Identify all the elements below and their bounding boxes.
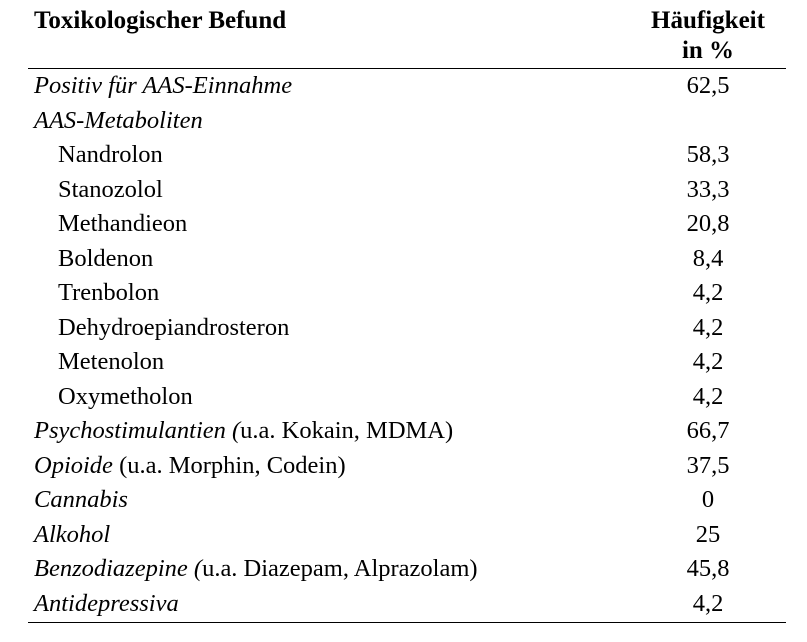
header-finding: Toxikologischer Befund <box>34 7 287 34</box>
row-label <box>58 311 289 346</box>
row-label-plain: Nandrolon <box>58 141 163 168</box>
table-row <box>28 276 786 311</box>
header-frequency-line1: Häufigkeit <box>651 7 765 34</box>
table-row <box>28 207 786 242</box>
row-label <box>58 276 159 311</box>
row-label-plain: u.a. Kokain, MDMA) <box>240 417 454 444</box>
row-label-italic: Cannabis <box>34 486 128 513</box>
row-label <box>34 552 478 587</box>
row-value: 0 <box>701 486 715 513</box>
table-row <box>28 414 786 449</box>
row-label-italic: Alkohol <box>34 520 111 548</box>
row-label-italic: Psychostimulantien ( <box>34 417 241 444</box>
row-label-plain: Oxymetholon <box>58 382 193 410</box>
row-label-plain: Metenolon <box>58 348 165 375</box>
row-label <box>58 173 163 208</box>
row-label-italic: Positiv für AAS-Einnahme <box>34 72 293 99</box>
table-row <box>28 552 786 587</box>
row-value: 8,4 <box>692 244 724 272</box>
header-frequency <box>623 6 793 66</box>
row-label-italic: Opioide <box>34 451 113 479</box>
header-frequency-line2: in % <box>681 37 735 64</box>
table-row <box>28 380 786 415</box>
row-value: 20,8 <box>686 210 730 237</box>
row-label <box>58 138 163 173</box>
row-label-plain: Methandieon <box>58 210 188 237</box>
row-label <box>34 483 128 518</box>
row-label <box>34 104 203 139</box>
table-row <box>28 242 786 277</box>
table-row <box>28 483 786 518</box>
row-label-italic: Antidepressiva <box>34 589 179 617</box>
table-row <box>28 104 786 139</box>
table-row <box>28 587 786 622</box>
row-label-plain: Boldenon <box>58 244 154 272</box>
row-value: 33,3 <box>686 175 730 203</box>
row-value: 25 <box>695 520 721 548</box>
row-label-italic: Benzodiazepine ( <box>34 555 203 582</box>
row-value: 4,2 <box>692 313 724 341</box>
row-label-plain: (u.a. Morphin, Codein) <box>112 451 346 479</box>
table-bottom-rule <box>28 622 786 623</box>
row-value: 4,2 <box>692 382 724 410</box>
table-row <box>28 69 786 104</box>
row-value: 45,8 <box>686 555 730 582</box>
row-label-italic: AAS-Metaboliten <box>34 106 203 134</box>
row-label <box>58 207 187 242</box>
table-row <box>28 449 786 484</box>
row-label <box>58 380 193 415</box>
row-label <box>58 345 164 380</box>
table-row <box>28 173 786 208</box>
row-label-plain: Dehydroepiandrosteron <box>58 313 290 341</box>
row-value: 58,3 <box>686 141 730 168</box>
table-row <box>28 311 786 346</box>
row-value: 4,2 <box>692 589 724 617</box>
row-value: 62,5 <box>686 72 730 99</box>
table-header <box>28 6 786 69</box>
row-value: 4,2 <box>692 279 724 306</box>
row-label <box>34 587 179 622</box>
row-label <box>34 449 346 484</box>
row-label <box>58 242 153 277</box>
row-value: 4,2 <box>692 348 724 375</box>
table-row <box>28 518 786 553</box>
row-label <box>34 414 453 449</box>
row-label-plain: Stanozolol <box>58 175 163 203</box>
row-label-plain: u.a. Diazepam, Alprazolam) <box>202 555 478 582</box>
row-value: 66,7 <box>686 417 730 444</box>
row-label-plain: Trenbolon <box>58 279 160 306</box>
row-value: 37,5 <box>686 451 730 479</box>
toxicology-table <box>28 6 786 623</box>
table-body <box>28 69 786 621</box>
row-label <box>34 518 110 553</box>
row-label <box>34 69 292 104</box>
table-row <box>28 138 786 173</box>
table-row <box>28 345 786 380</box>
